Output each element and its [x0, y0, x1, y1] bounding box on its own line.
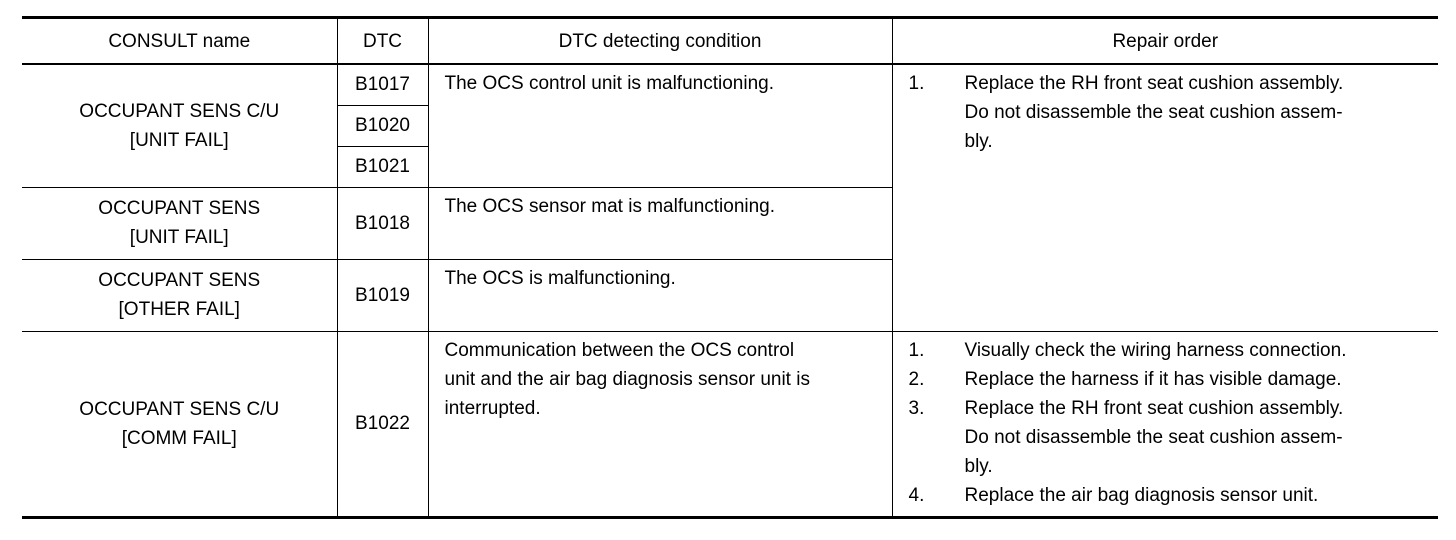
repair-step	[909, 481, 1435, 510]
dtc-code: B1017	[337, 64, 428, 105]
detecting-condition: The OCS sensor mat is malfunctioning.	[444, 195, 776, 217]
header-consult-name: CONSULT name	[22, 18, 337, 65]
consult-name-cell	[22, 64, 337, 187]
header-detecting-condition: DTC detecting condition	[428, 18, 892, 65]
repair-step	[909, 394, 1435, 481]
dtc-code: B1020	[337, 105, 428, 146]
table-row	[22, 331, 1438, 517]
repair-step-number: 1.	[908, 339, 925, 361]
consult-name: OCCUPANT SENS [OTHER FAIL]	[98, 270, 261, 320]
repair-step-text: Visually check the wiring harness connection.	[964, 339, 1347, 361]
repair-step	[909, 69, 1435, 156]
detecting-condition-cell	[428, 187, 892, 259]
repair-step-text: Replace the RH front seat cushion assembly. Do not disassemble the seat cushion assem- bly.	[964, 397, 1344, 477]
detecting-condition: Communication between the OCS control unit and the air bag diagnosis sensor unit is interrupted.	[444, 339, 810, 419]
repair-step-number: 1.	[908, 73, 925, 94]
dtc-table	[22, 16, 1438, 519]
consult-name: OCCUPANT SENS [UNIT FAIL]	[98, 198, 261, 248]
repair-step-number: 3.	[908, 397, 925, 419]
detecting-condition-cell	[428, 64, 892, 187]
consult-name: OCCUPANT SENS C/U [COMM FAIL]	[79, 398, 280, 449]
detecting-condition: The OCS control unit is malfunctioning.	[444, 73, 774, 94]
header-dtc: DTC	[337, 18, 428, 65]
dtc-code: B1018	[337, 187, 428, 259]
repair-step-text: Replace the air bag diagnosis sensor unit.	[964, 484, 1319, 506]
detecting-condition-cell	[428, 331, 892, 517]
dtc-code: B1019	[337, 259, 428, 331]
consult-name-cell	[22, 187, 337, 259]
detecting-condition-cell	[428, 259, 892, 331]
header-row	[22, 18, 1438, 65]
repair-step-text: Replace the harness if it has visible damage.	[964, 368, 1342, 390]
repair-step-number: 2.	[908, 368, 925, 390]
repair-step-text: Replace the RH front seat cushion assembly. Do not disassemble the seat cushion assem- bly.	[964, 73, 1344, 152]
repair-order-cell	[892, 64, 1438, 331]
repair-step-number: 4.	[908, 484, 925, 506]
dtc-code: B1022	[337, 331, 428, 517]
repair-step	[909, 365, 1435, 394]
repair-order-cell	[892, 331, 1438, 517]
consult-name-cell	[22, 331, 337, 517]
detecting-condition: The OCS is malfunctioning.	[444, 267, 676, 289]
repair-step	[909, 336, 1435, 365]
dtc-code: B1021	[337, 146, 428, 187]
header-repair-order: Repair order	[892, 18, 1438, 65]
table-row	[22, 64, 1438, 105]
consult-name-cell	[22, 259, 337, 331]
consult-name: OCCUPANT SENS C/U [UNIT FAIL]	[79, 100, 280, 151]
